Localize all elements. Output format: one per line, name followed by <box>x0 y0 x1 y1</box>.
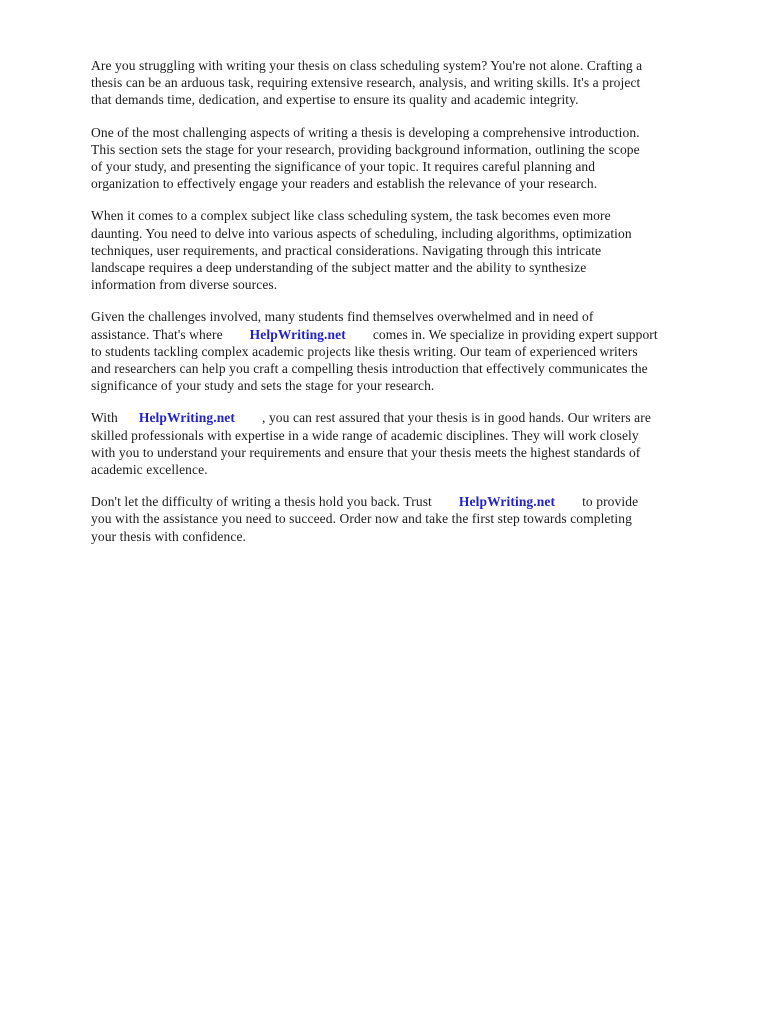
document-content <box>91 57 741 560</box>
helpwriting-link[interactable]: HelpWriting.net <box>458 494 556 510</box>
text-run: to students tackling complex academic projects like thesis writing. Our team of experienced writers <box>91 343 638 359</box>
text-run: academic excellence. <box>91 462 208 478</box>
text-run: assistance. That's where <box>91 326 223 342</box>
text-run: landscape requires a deep understanding of the subject matter and the ability to synthesize <box>91 260 587 276</box>
paragraph-3 <box>91 207 741 293</box>
paragraph-4-line-1 <box>91 308 741 325</box>
paragraph-2-line-2 <box>91 141 741 158</box>
text-run: Don't let the difficulty of writing a thesis hold you back. Trust <box>91 494 432 510</box>
text-run: , you can rest assured that your thesis is in good hands. Our writers are <box>262 410 651 426</box>
paragraph-6-line-1 <box>91 493 741 510</box>
paragraph-5-line-1 <box>91 409 741 426</box>
paragraph-4 <box>91 308 741 394</box>
paragraph-4-line-4 <box>91 360 741 377</box>
paragraph-5-line-3 <box>91 444 741 461</box>
paragraph-5 <box>91 409 741 478</box>
paragraph-6-line-3 <box>91 528 741 545</box>
paragraph-3-line-2 <box>91 225 741 242</box>
paragraph-4-line-2 <box>91 326 741 343</box>
paragraph-3-line-3 <box>91 242 741 259</box>
text-run: skilled professionals with expertise in a wide range of academic disciplines. They will work closely <box>91 427 639 443</box>
paragraph-3-line-1 <box>91 207 741 224</box>
paragraph-3-line-5 <box>91 276 741 293</box>
helpwriting-link[interactable]: HelpWriting.net <box>249 326 346 342</box>
text-run: comes in. We specialize in providing expert support <box>372 326 658 342</box>
text-run: your thesis with confidence. <box>91 528 247 544</box>
paragraph-5-line-4 <box>91 461 741 478</box>
paragraph-2-line-3 <box>91 158 741 175</box>
text-run: with you to understand your requirements and ensure that your thesis meets the highest standards of <box>91 444 641 460</box>
text-run: and researchers can help you craft a compelling thesis introduction that effectively communicates the <box>91 361 648 377</box>
paragraph-1-line-3 <box>91 91 741 108</box>
text-run: that demands time, dedication, and expertise to ensure its quality and academic integrity. <box>91 92 579 108</box>
text-run: This section sets the stage for your research, providing background information, outlining the scope <box>91 141 640 157</box>
text-run: techniques, user requirements, and practical considerations. Navigating through this intricate <box>91 242 602 258</box>
text-run: you with the assistance you need to succeed. Order now and take the first step towards completing <box>91 511 632 527</box>
paragraph-6 <box>91 493 741 545</box>
paragraph-2 <box>91 124 741 193</box>
paragraph-1 <box>91 57 741 109</box>
helpwriting-link[interactable]: HelpWriting.net <box>138 410 235 426</box>
paragraph-5-line-2 <box>91 427 741 444</box>
paragraph-2-line-1 <box>91 124 741 141</box>
text-run: of your study, and presenting the significance of your topic. It requires careful planning and <box>91 159 596 175</box>
text-run: daunting. You need to delve into various aspects of scheduling, including algorithms, optimization <box>91 225 632 241</box>
paragraph-6-line-2 <box>91 510 741 527</box>
paragraph-1-line-2 <box>91 74 741 91</box>
paragraph-2-line-4 <box>91 175 741 192</box>
text-run: Are you struggling with writing your thesis on class scheduling system? You're not alone. Crafting a <box>91 58 643 73</box>
text-run: One of the most challenging aspects of writing a thesis is developing a comprehensive introduction. <box>91 124 640 140</box>
text-run: Given the challenges involved, many students find themselves overwhelmed and in need of <box>91 309 594 325</box>
text-run: With <box>91 410 118 426</box>
text-run: When it comes to a complex subject like class scheduling system, the task becomes even more <box>91 208 611 224</box>
paragraph-4-line-5 <box>91 377 741 394</box>
paragraph-3-line-4 <box>91 259 741 276</box>
text-run: organization to effectively engage your readers and establish the relevance of your research. <box>91 176 598 192</box>
paragraph-1-line-1 <box>91 57 741 74</box>
text-run: to provide <box>582 494 639 510</box>
text-run: thesis can be an arduous task, requiring extensive research, analysis, and writing skills. It's a project <box>91 75 641 91</box>
text-run: significance of your study and sets the stage for your research. <box>91 378 435 394</box>
paragraph-4-line-3 <box>91 343 741 360</box>
text-run: information from diverse sources. <box>91 277 278 293</box>
